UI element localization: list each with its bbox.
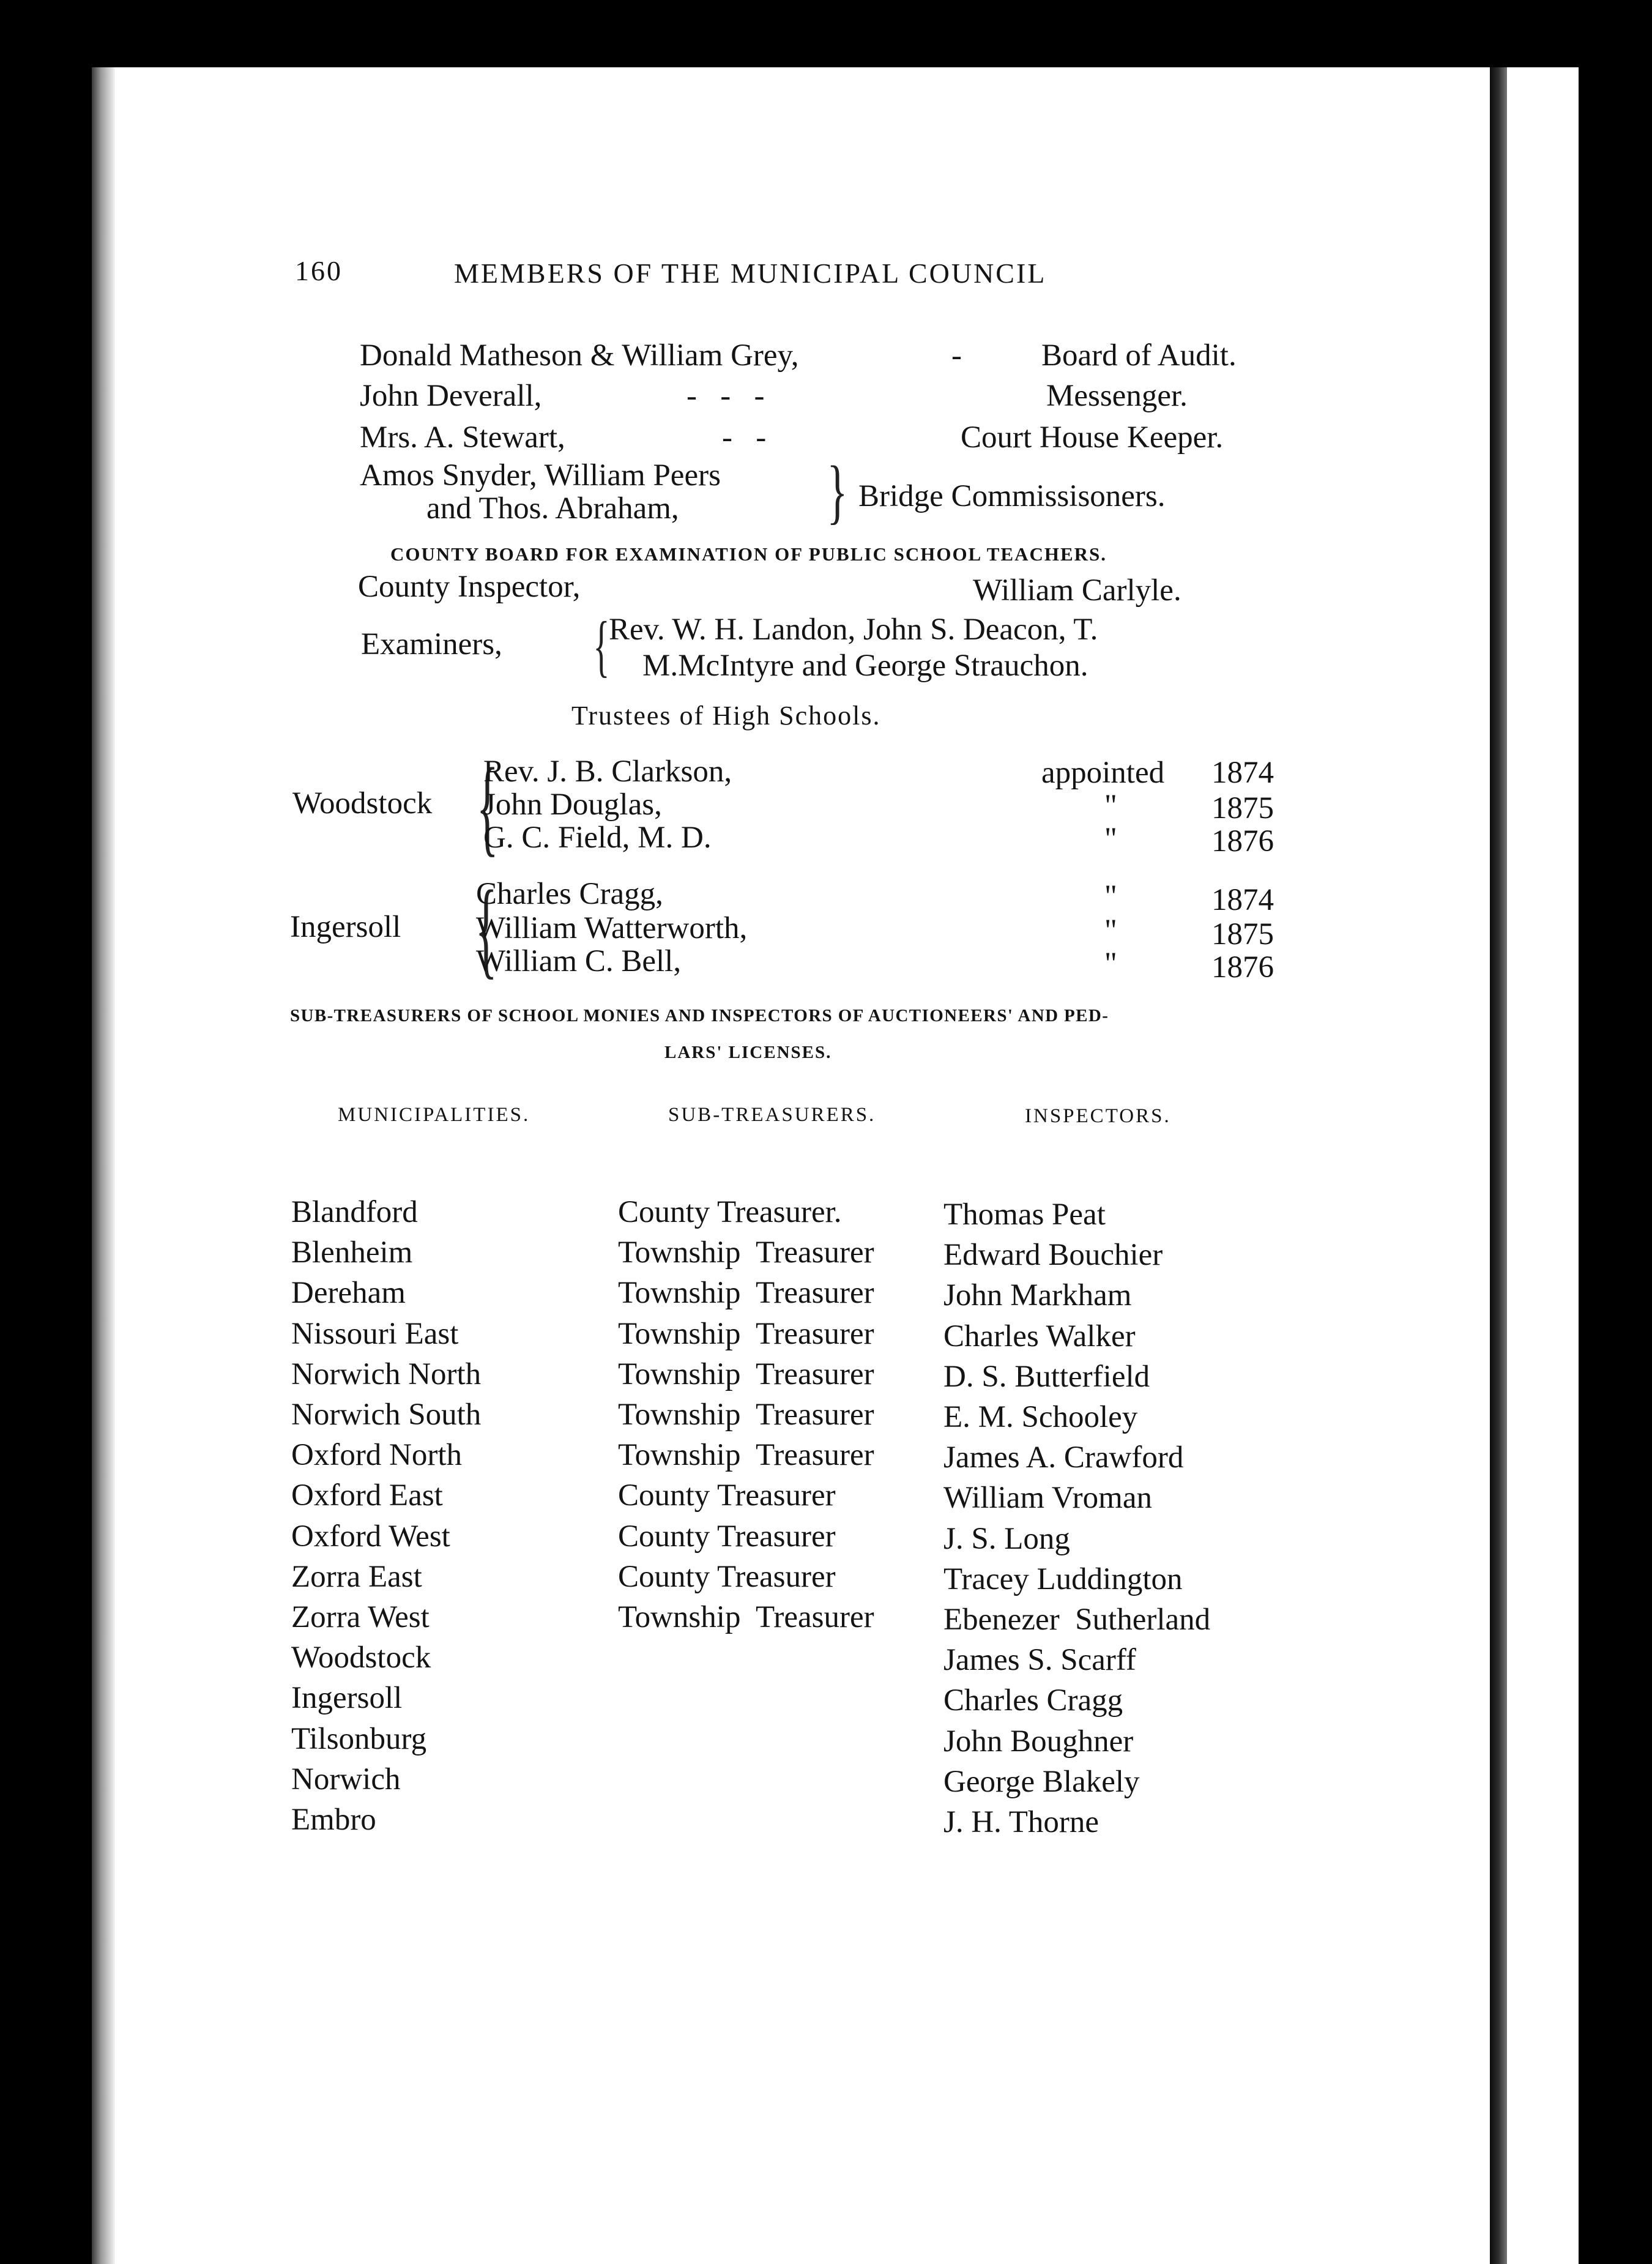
table-cell-inspector: Tracey Luddington — [943, 1562, 1183, 1596]
table-cell-inspector: James S. Scarff — [943, 1643, 1136, 1677]
brace-left: { — [475, 868, 497, 989]
table-cell-sub-treasurer: County Treasurer — [618, 1519, 836, 1554]
column-header-municipalities: MUNICIPALITIES. — [338, 1104, 530, 1126]
table-cell-sub-treasurer: Township Treasurer — [618, 1357, 874, 1391]
officer-role: Board of Audit. — [1041, 338, 1237, 373]
brace-left: { — [476, 745, 499, 866]
table-cell-inspector: E. M. Schooley — [943, 1400, 1138, 1434]
trustee-year: 1875 — [1211, 791, 1274, 825]
table-cell-municipality: Zorra West — [291, 1600, 430, 1634]
table-cell-municipality: Oxford East — [291, 1478, 443, 1513]
brace-left: { — [593, 608, 610, 684]
table-cell-municipality: Norwich — [291, 1762, 401, 1797]
table-cell-inspector: D. S. Butterfield — [943, 1360, 1150, 1394]
bridge-role: Bridge Commissisoners. — [858, 479, 1166, 513]
table-cell-sub-treasurer: County Treasurer — [618, 1560, 836, 1594]
trustee-town: Woodstock — [292, 786, 433, 821]
trustee-note: " — [1104, 822, 1117, 856]
county-board-heading: COUNTY BOARD FOR EXAMINATION OF PUBLIC SCHOOL TEACHERS. — [390, 543, 1107, 565]
table-cell-inspector: J. H. Thorne — [943, 1805, 1099, 1839]
table-cell-municipality: Blenheim — [291, 1235, 413, 1270]
trustee-note: " — [1104, 879, 1117, 914]
table-cell-municipality: Woodstock — [291, 1640, 431, 1675]
brace-right: } — [827, 451, 848, 531]
table-cell-sub-treasurer: Township Treasurer — [618, 1438, 874, 1472]
table-cell-inspector: John Markham — [943, 1278, 1132, 1313]
table-cell-municipality: Norwich South — [291, 1398, 482, 1432]
examiners-line1: Rev. W. H. Landon, John S. Deacon, T. — [609, 613, 1098, 647]
county-inspector-label: County Inspector, — [358, 570, 581, 604]
table-cell-municipality: Embro — [291, 1803, 376, 1837]
table-cell-inspector: Ebenezer Sutherland — [943, 1603, 1211, 1637]
table-cell-inspector: Charles Walker — [943, 1319, 1136, 1354]
trustee-name: Charles Cragg, — [476, 877, 663, 911]
table-cell-sub-treasurer: Township Treasurer — [618, 1276, 874, 1310]
officer-dash: - — [951, 338, 962, 373]
table-cell-sub-treasurer: County Treasurer. — [618, 1195, 842, 1229]
trustee-year: 1876 — [1211, 950, 1274, 985]
trustee-note: appointed — [1041, 756, 1165, 790]
table-cell-municipality: Norwich North — [291, 1357, 482, 1391]
table-cell-sub-treasurer: Township Treasurer — [618, 1398, 874, 1432]
trustee-note: " — [1104, 789, 1117, 823]
officer-dash: - - - — [686, 379, 765, 413]
table-cell-municipality: Nissouri East — [291, 1317, 459, 1351]
trustees-heading: Trustees of High Schools. — [571, 701, 881, 731]
trustee-name: William Watterworth, — [476, 911, 748, 945]
officer-name: Mrs. A. Stewart, — [360, 420, 565, 455]
table-cell-municipality: Oxford North — [291, 1438, 463, 1472]
examiners-line2: M.McIntyre and George Strauchon. — [642, 649, 1088, 683]
examiners-label: Examiners, — [361, 627, 502, 661]
bridge-names-line2: and Thos. Abraham, — [426, 491, 679, 526]
table-cell-municipality: Blandford — [291, 1195, 418, 1229]
page-gutter-shadow — [92, 67, 115, 2264]
table-cell-sub-treasurer: County Treasurer — [618, 1478, 836, 1513]
table-cell-municipality: Dereham — [291, 1276, 406, 1310]
trustee-year: 1876 — [1211, 824, 1274, 858]
trustee-year: 1874 — [1211, 756, 1274, 790]
officer-role: Court House Keeper. — [961, 420, 1224, 455]
book-page — [92, 67, 1493, 2264]
officer-name: Donald Matheson & William Grey, — [360, 338, 799, 373]
sub-treasurers-heading-line2: LARS' LICENSES. — [664, 1043, 832, 1062]
trustee-name: William C. Bell, — [476, 944, 682, 978]
trustee-year: 1874 — [1211, 883, 1274, 917]
sub-treasurers-heading-line1: SUB-TREASURERS OF SCHOOL MONIES AND INSPECTORS OF AUCTIONEERS' AND PED- — [290, 1006, 1109, 1026]
table-cell-inspector: J. S. Long — [943, 1522, 1070, 1556]
trustee-name: John Douglas, — [483, 788, 662, 822]
table-cell-municipality: Tilsonburg — [291, 1722, 427, 1756]
table-cell-municipality: Zorra East — [291, 1560, 422, 1594]
trustee-name: Rev. J. B. Clarkson, — [483, 754, 732, 789]
table-cell-inspector: William Vroman — [943, 1481, 1152, 1515]
officer-role: Messenger. — [1046, 379, 1188, 413]
table-cell-sub-treasurer: Township Treasurer — [618, 1235, 874, 1270]
trustee-note: " — [1104, 947, 1117, 981]
table-cell-inspector: Charles Cragg — [943, 1683, 1123, 1718]
table-cell-inspector: Edward Bouchier — [943, 1238, 1163, 1272]
trustee-name: G. C. Field, M. D. — [483, 821, 712, 855]
table-cell-municipality: Oxford West — [291, 1519, 450, 1554]
table-cell-inspector: John Boughner — [943, 1724, 1134, 1759]
column-header-inspectors: INSPECTORS. — [1025, 1105, 1171, 1127]
table-cell-inspector: George Blakely — [943, 1765, 1140, 1799]
trustee-town: Ingersoll — [290, 910, 401, 944]
table-cell-sub-treasurer: Township Treasurer — [618, 1317, 874, 1351]
officer-name: John Deverall, — [360, 379, 542, 413]
running-title: MEMBERS OF THE MUNICIPAL COUNCIL — [454, 258, 1047, 289]
trustee-note: " — [1104, 914, 1117, 948]
county-inspector-name: William Carlyle. — [973, 573, 1181, 608]
book-spine — [1490, 67, 1507, 2264]
table-cell-sub-treasurer: Township Treasurer — [618, 1600, 874, 1634]
page-number: 160 — [295, 255, 343, 286]
officer-dash: - - — [722, 420, 767, 455]
table-cell-municipality: Ingersoll — [291, 1681, 403, 1715]
table-cell-inspector: Thomas Peat — [943, 1197, 1106, 1232]
bridge-names-line1: Amos Snyder, William Peers — [360, 458, 721, 493]
column-header-sub-treasurers: SUB-TREASURERS. — [668, 1104, 876, 1126]
trustee-year: 1875 — [1211, 917, 1274, 951]
table-cell-inspector: James A. Crawford — [943, 1440, 1184, 1475]
